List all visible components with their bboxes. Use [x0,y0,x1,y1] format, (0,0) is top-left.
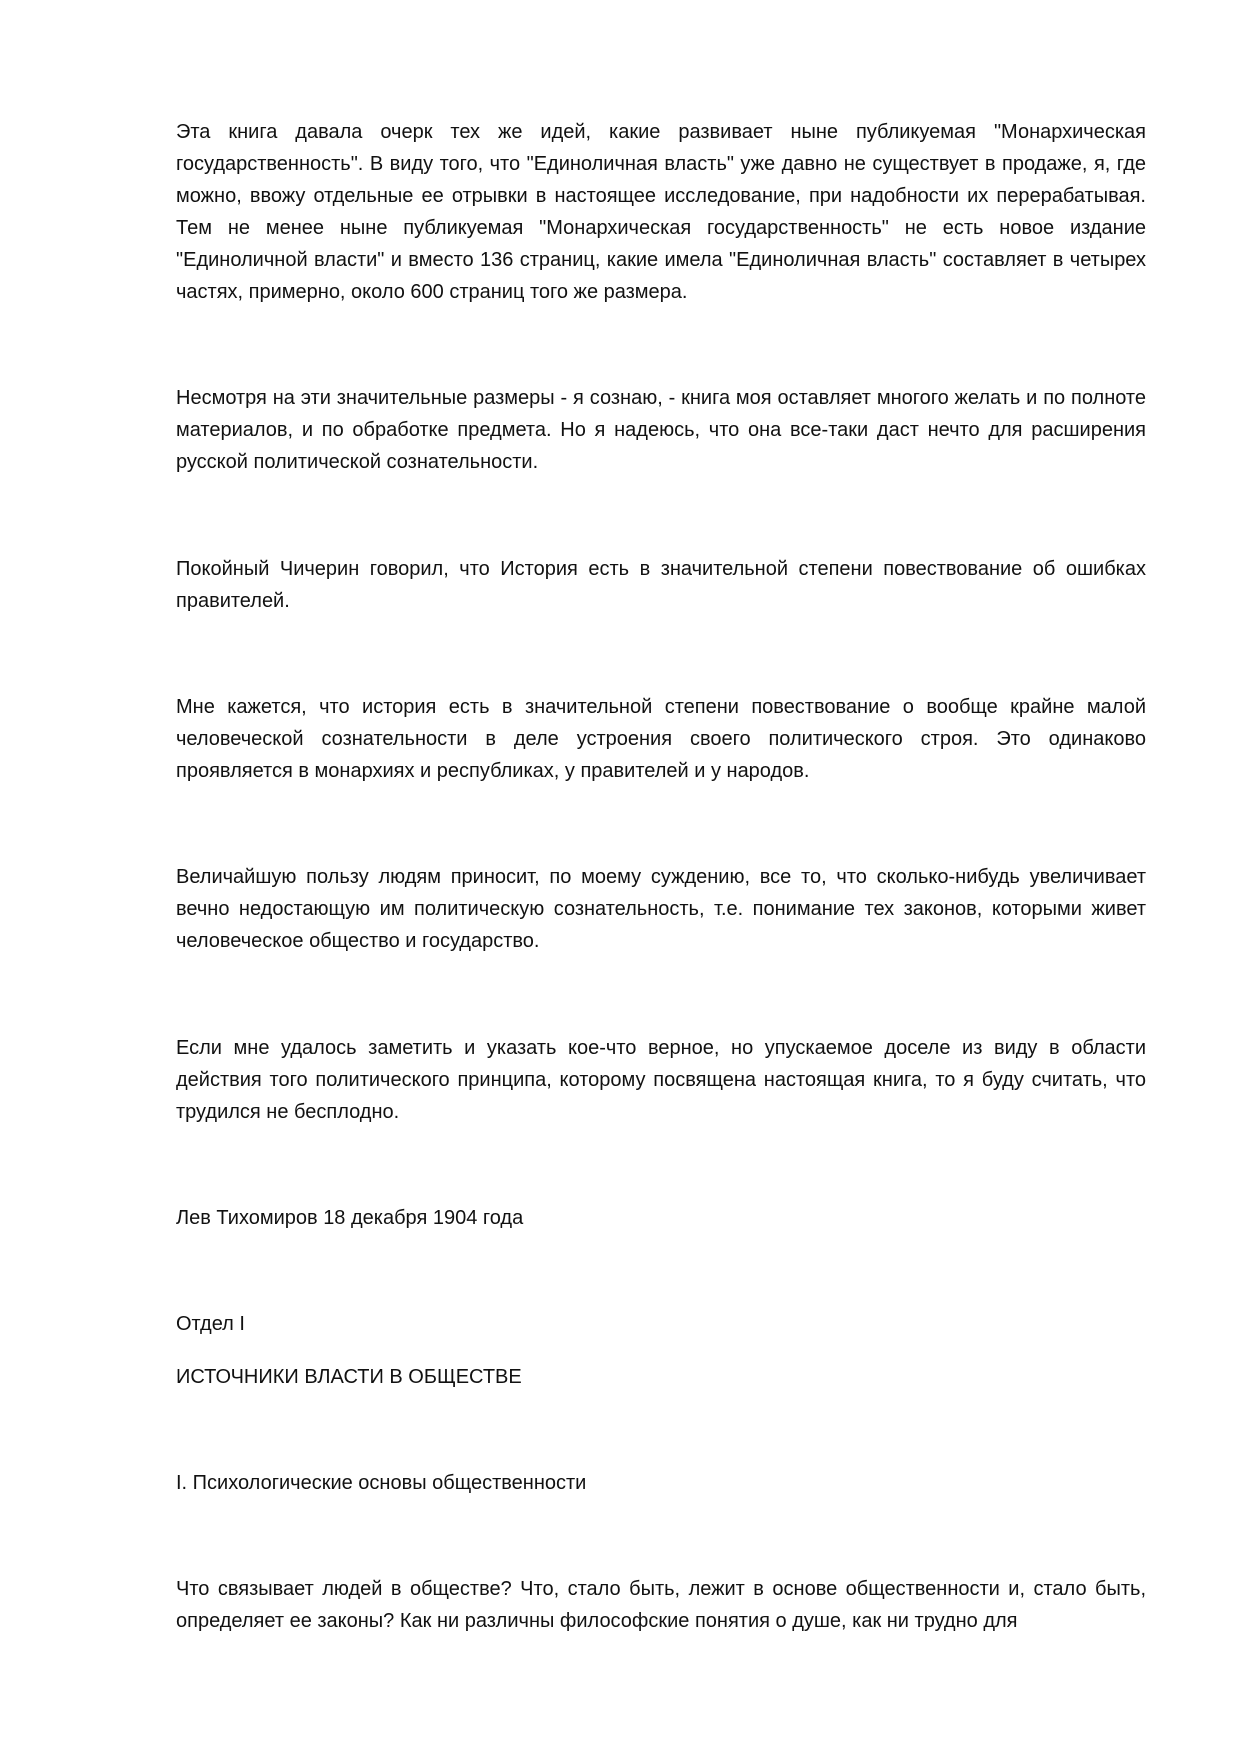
section-title: ИСТОЧНИКИ ВЛАСТИ В ОБЩЕСТВЕ [176,1366,522,1388]
paragraph-book-outline: Эта книга давала очерк тех же идей, какие развивает ныне публикуемая "Монархическая государственность". В виду того, что "Единоличная власть" уже давно не существует в продаже, я, где можно, ввожу отдельные ее отрывки в настоящее исследование, при надобности их перерабатывая. Тем не менее ныне публикуемая "Монархическая государственность" не есть новое издание "Единоличной власти" и вместо 136 страниц, какие имела "Единоличная власть" составляет в четырех частях, примерно, около 600 страниц того же размера. [176,121,1146,303]
paragraph-conclusion: Если мне удалось заметить и указать кое-что верное, но упускаемое доселе из виду в области действия того политического принципа, которому посвящена настоящая книга, то я буду считать, что трудился не бесплодно. [176,1037,1146,1123]
paragraph-chicherin: Покойный Чичерин говорил, что История есть в значительной степени повествование об ошибках правителей. [176,558,1146,612]
paragraph-book-size: Несмотря на эти значительные размеры - я сознаю, - книга моя оставляет многого желать и по полноте материалов, и по обработке предмета. Но я надеюсь, что она все-таки даст нечто для расширения русской политической сознательности. [176,387,1146,473]
paragraph-society-question: Что связывает людей в обществе? Что, стало быть, лежит в основе общественности и, стало быть, определяет ее законы? Как ни различны философские понятия о душе, как ни трудно для [176,1578,1146,1632]
section-label: Отдел I [176,1313,245,1335]
chapter-title: I. Психологические основы общественности [176,1472,587,1494]
paragraph-benefit: Величайшую пользу людям приносит, по моему суждению, все то, что сколько-нибудь увеличивает вечно недостающую им политическую сознательность, т.е. понимание тех законов, которыми живет человеческое общество и государство. [176,866,1146,952]
author-signature: Лев Тихомиров 18 декабря 1904 года [176,1207,524,1229]
paragraph-history: Мне кажется, что история есть в значительной степени повествование о вообще крайне малой человеческой сознательности в деле устроения своего политического строя. Это одинаково проявляется в монархиях и республиках, у правителей и у народов. [176,696,1146,782]
